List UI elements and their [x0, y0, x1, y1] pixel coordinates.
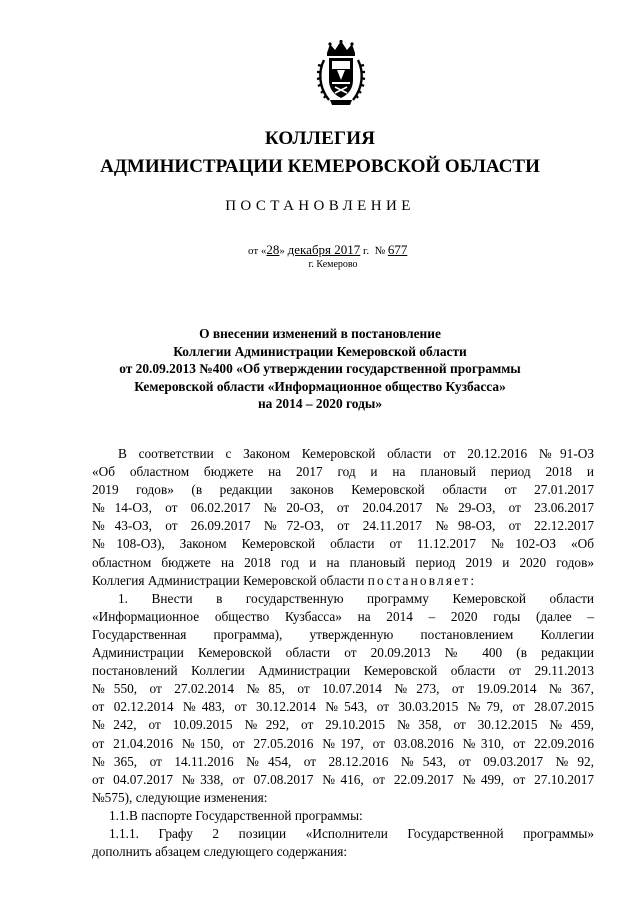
- body-line: №365, от 14.11.2016 №454, от 28.12.2016 №543, от 09.03.2017 №92,: [92, 753, 594, 769]
- body-line: В соответствии с Законом Кемеровской области от 20.12.2016 №91-ОЗ: [118, 446, 594, 461]
- date-month-year: декабря 2017: [287, 242, 361, 257]
- title-line: на 2014 – 2020 годы»: [257, 396, 383, 411]
- body-line: №242, от 10.09.2015 №292, от 29.10.2015 №358, от 30.12.2015 №459,: [92, 717, 594, 733]
- body-line: от 02.12.2014 №483, от 30.12.2014 №543, от 30.03.2015 №79, от 28.07.2015: [92, 699, 594, 715]
- body-line: 2019 годов» (в редакции законов Кемеровской области от 27.01.2017: [92, 482, 594, 498]
- body-line: 1.1.1. Графу 2 позиции «Исполнители Государственной программы»: [109, 825, 594, 841]
- org-name-line1: КОЛЛЕГИЯ: [264, 128, 376, 149]
- title-line: от 20.09.2013 №400 «Об утверждении государственной программы: [119, 361, 521, 376]
- date-quote-close: »: [279, 245, 285, 257]
- body-line: от 21.04.2016 №150, от 27.05.2016 №197, от 03.08.2016 №310, от 22.09.2016: [92, 735, 594, 751]
- body-line: 1.1.В паспорте Государственной программы:: [109, 807, 363, 823]
- body-line: Администрации Кемеровской области от 20.09.2013 № 400 (в редакции: [92, 645, 594, 661]
- document-number: 677: [387, 242, 408, 257]
- date-from-label: от «: [248, 245, 267, 257]
- title-line: Кемеровской области «Информационное общество Кузбасса»: [134, 378, 506, 394]
- document-type: ПОСТАНОВЛЕНИЕ: [225, 198, 415, 214]
- date-day: 28: [266, 242, 280, 257]
- city-line: г. Кемерово: [308, 259, 358, 270]
- body-line: областном бюджете на 2018 год и на плановый период 2019 и 2020 годов»: [92, 554, 594, 570]
- document-title: [0, 325, 640, 413]
- body-line: дополнить абзацем следующего содержания:: [92, 844, 348, 860]
- number-label: №: [374, 245, 386, 257]
- body-line: «Информационное общество Кузбасса» на 2014 – 2020 годы (далее –: [92, 608, 594, 624]
- body-line: №550, от 27.02.2014 №85, от 10.07.2014 №273, от 19.09.2014 №367,: [92, 681, 594, 697]
- document-body: [92, 445, 594, 861]
- body-line: №108-ОЗ), Законом Кемеровской области от 11.12.2017 №102-ОЗ «Об: [92, 536, 594, 552]
- title-line: Коллегии Администрации Кемеровской области: [173, 343, 467, 359]
- body-line-resolution: [92, 572, 594, 590]
- coat-of-arms-emblem: [316, 40, 366, 106]
- resolution-word: постановляет: [367, 572, 471, 588]
- body-line: Государственная программа), утвержденную постановлением Коллегии: [92, 626, 594, 642]
- org-name-line2: АДМИНИСТРАЦИИ КЕМЕРОВСКОЙ ОБЛАСТИ: [100, 156, 540, 177]
- title-line: О внесении изменений в постановление: [199, 326, 441, 341]
- body-line: №575), следующие изменения:: [92, 789, 268, 805]
- resolution-colon: :: [470, 572, 475, 588]
- body-line: №14-ОЗ, от 06.02.2017 №20-ОЗ, от 20.04.2017 №29-ОЗ, от 23.06.2017: [92, 500, 594, 516]
- body-line: от 04.07.2017 №338, от 07.08.2017 №416, от 22.09.2017 №499, от 27.10.2017: [92, 771, 594, 787]
- body-line: 1. Внести в государственную программу Кемеровской области: [118, 590, 594, 606]
- body-line: «Об областном бюджете на 2017 год и на плановый период 2018 и: [92, 464, 594, 480]
- body-line: №43-ОЗ, от 26.09.2017 №72-ОЗ, от 24.11.2017 №98-ОЗ, от 22.12.2017: [92, 518, 594, 534]
- resolution-lead: Коллегия Администрации Кемеровской области: [92, 572, 368, 588]
- body-line: постановлений Коллегии Администрации Кемеровской области от 29.11.2013: [92, 663, 594, 679]
- date-year-suffix: г.: [363, 245, 370, 257]
- date-number-line: [248, 242, 407, 258]
